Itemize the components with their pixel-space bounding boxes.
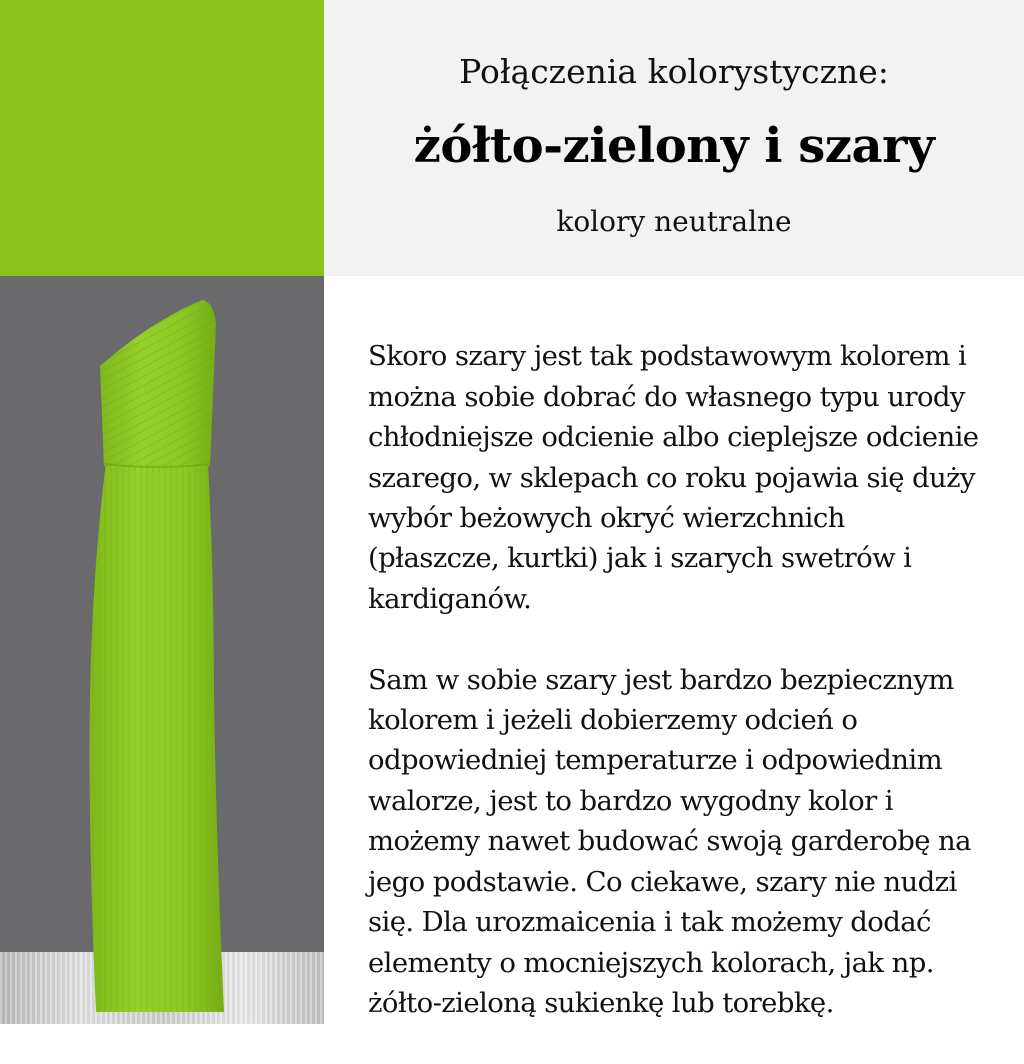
subtitle: Połączenia kolorystyczne: bbox=[459, 52, 889, 91]
product-photo bbox=[0, 276, 324, 1024]
color-swatch-yellow-green bbox=[0, 0, 324, 276]
tagline: kolory neutralne bbox=[556, 205, 792, 238]
article-body bbox=[368, 296, 1018, 1064]
header-panel bbox=[324, 0, 1024, 276]
page-title: żółto-zielony i szary bbox=[413, 118, 935, 174]
paragraph: Skoro szary jest tak podstawowym kolorem i można sobie dobrać do własnego typu urody chłodniejsze odcienie albo cieplejsze odcienie szarego, w sklepach co roku pojawia się duży wybór beżowych okryć wierzchnich (płaszcze, kurtki) jak i szarych swetrów i kardiganów. bbox=[368, 340, 979, 615]
dress-icon bbox=[0, 276, 324, 1024]
paragraph: Sam w sobie szary jest bardzo bezpiecznym kolorem i jeżeli dobierzemy odcień o odpowiedniej temperaturze i odpowiednim walorze, jest to bardzo wygodny kolor i możemy nawet budować swoją garderobę na jego podstawie. Co ciekawe, szary nie nudzi się. Dla urozmaicenia i tak możemy dodać elementy o mocniejszych kolorach, jak np. żółto-zieloną sukienkę lub torebkę. bbox=[368, 663, 971, 1019]
